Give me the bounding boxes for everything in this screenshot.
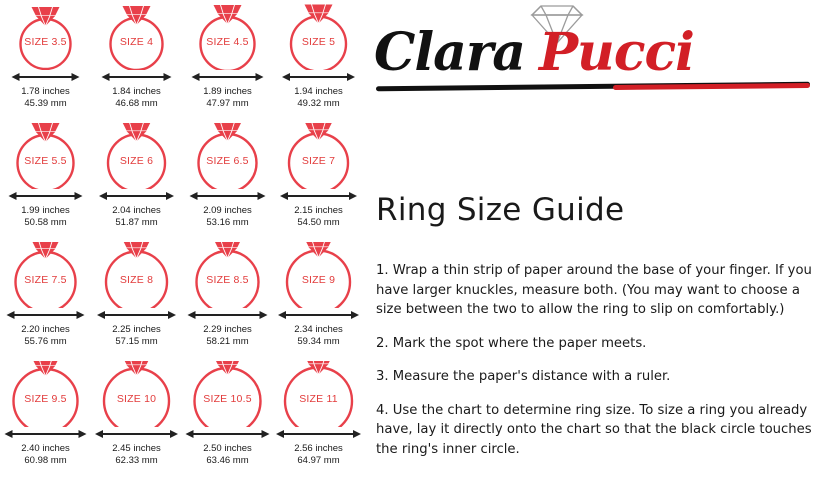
diameter-arrow-icon bbox=[91, 427, 182, 441]
measurement-inches: 2.04 inches bbox=[112, 205, 161, 216]
measurement-inches: 2.25 inches bbox=[112, 324, 161, 335]
ring-measurement bbox=[91, 205, 182, 228]
diameter-arrow-icon bbox=[182, 427, 273, 441]
measurement-mm: 63.46 mm bbox=[206, 454, 249, 466]
measurement-mm: 53.16 mm bbox=[206, 216, 249, 228]
measurement-inches: 2.09 inches bbox=[203, 205, 252, 216]
measurement-inches: 1.94 inches bbox=[294, 86, 343, 97]
ring-measurement bbox=[273, 324, 364, 347]
measurement-inches: 1.99 inches bbox=[21, 205, 70, 216]
measurement-inches: 2.50 inches bbox=[203, 443, 252, 454]
ring-illustration bbox=[273, 361, 364, 427]
ring-illustration bbox=[91, 361, 182, 427]
ring-illustration bbox=[182, 123, 273, 189]
ring-illustration bbox=[91, 123, 182, 189]
diameter-arrow-icon bbox=[0, 189, 91, 203]
measurement-inches: 2.34 inches bbox=[294, 324, 343, 335]
ring-size-cell bbox=[182, 4, 273, 123]
measurement-mm: 59.34 mm bbox=[297, 335, 340, 347]
instruction-step: 4. Use the chart to determine ring size. To size a ring you already have, lay it directly onto the chart so that the black circle touches the ring's inner circle. bbox=[376, 402, 812, 457]
ring-measurement bbox=[273, 86, 364, 109]
brand-logo bbox=[368, 0, 839, 112]
ring-size-cell bbox=[273, 4, 364, 123]
ring-illustration bbox=[0, 361, 91, 427]
ring-size-label: SIZE 5 bbox=[301, 36, 336, 48]
measurement-mm: 51.87 mm bbox=[115, 216, 158, 228]
measurement-inches: 1.89 inches bbox=[203, 86, 252, 97]
instructions-list bbox=[376, 248, 828, 473]
ring-measurement bbox=[0, 443, 91, 466]
ring-size-cell bbox=[0, 361, 91, 480]
guide-panel bbox=[368, 0, 839, 501]
ring-size-cell bbox=[182, 123, 273, 242]
ring-size-label: SIZE 10.5 bbox=[203, 393, 252, 405]
ring-size-cell bbox=[273, 361, 364, 480]
ring-size-label: SIZE 4.5 bbox=[206, 36, 249, 48]
ring-measurement bbox=[0, 205, 91, 228]
measurement-mm: 58.21 mm bbox=[206, 335, 249, 347]
measurement-mm: 54.50 mm bbox=[297, 216, 340, 228]
ring-size-cell bbox=[273, 242, 364, 361]
measurement-inches: 2.29 inches bbox=[203, 324, 252, 335]
ring-size-cell bbox=[0, 242, 91, 361]
ring-size-label: SIZE 6 bbox=[119, 155, 154, 167]
ring-illustration bbox=[0, 4, 91, 70]
ring-size-cell bbox=[91, 242, 182, 361]
ring-illustration bbox=[273, 242, 364, 308]
measurement-mm: 45.39 mm bbox=[24, 97, 67, 109]
ring-size-label: SIZE 11 bbox=[299, 393, 338, 405]
ring-measurement bbox=[91, 324, 182, 347]
measurement-inches: 2.40 inches bbox=[21, 443, 70, 454]
measurement-inches: 1.78 inches bbox=[21, 86, 70, 97]
ring-size-cell bbox=[91, 361, 182, 480]
page-title: Ring Size Guide bbox=[376, 192, 625, 228]
measurement-mm: 57.15 mm bbox=[115, 335, 158, 347]
ring-illustration bbox=[0, 123, 91, 189]
diameter-arrow-icon bbox=[182, 70, 273, 84]
measurement-mm: 55.76 mm bbox=[24, 335, 67, 347]
ring-size-cell bbox=[91, 4, 182, 123]
ring-illustration bbox=[273, 123, 364, 189]
ring-size-label: SIZE 6.5 bbox=[206, 155, 249, 167]
diameter-arrow-icon bbox=[182, 189, 273, 203]
diameter-arrow-icon bbox=[273, 308, 364, 322]
diameter-arrow-icon bbox=[182, 308, 273, 322]
ring-illustration bbox=[182, 361, 273, 427]
measurement-mm: 60.98 mm bbox=[24, 454, 67, 466]
ring-size-cell bbox=[0, 4, 91, 123]
diameter-arrow-icon bbox=[273, 427, 364, 441]
ring-size-cell bbox=[182, 361, 273, 480]
measurement-inches: 1.84 inches bbox=[112, 86, 161, 97]
measurement-inches: 2.45 inches bbox=[112, 443, 161, 454]
ring-size-label: SIZE 7.5 bbox=[24, 274, 67, 286]
ring-size-label: SIZE 8 bbox=[119, 274, 154, 286]
instruction-step: 3. Measure the paper's distance with a ruler. bbox=[376, 369, 671, 385]
diameter-arrow-icon bbox=[0, 308, 91, 322]
measurement-mm: 62.33 mm bbox=[115, 454, 158, 466]
brand-first-word: Clara bbox=[374, 22, 525, 83]
ring-size-label: SIZE 10 bbox=[116, 393, 157, 405]
ring-size-cell bbox=[0, 123, 91, 242]
diameter-arrow-icon bbox=[0, 427, 91, 441]
measurement-mm: 46.68 mm bbox=[115, 97, 158, 109]
measurement-mm: 64.97 mm bbox=[297, 454, 340, 466]
instruction-step: 2. Mark the spot where the paper meets. bbox=[376, 335, 647, 351]
measurement-mm: 49.32 mm bbox=[297, 97, 340, 109]
ring-size-cell bbox=[91, 123, 182, 242]
ring-size-label: SIZE 8.5 bbox=[206, 274, 249, 286]
ring-size-label: SIZE 4 bbox=[119, 36, 154, 48]
ring-size-label: SIZE 5.5 bbox=[24, 155, 67, 167]
diameter-arrow-icon bbox=[0, 70, 91, 84]
measurement-inches: 2.15 inches bbox=[294, 205, 343, 216]
ring-size-cell bbox=[182, 242, 273, 361]
diameter-arrow-icon bbox=[273, 70, 364, 84]
ring-size-label: SIZE 9.5 bbox=[24, 393, 67, 405]
ring-measurement bbox=[273, 205, 364, 228]
ring-measurement bbox=[273, 443, 364, 466]
diameter-arrow-icon bbox=[91, 189, 182, 203]
measurement-mm: 47.97 mm bbox=[206, 97, 249, 109]
ring-illustration bbox=[0, 242, 91, 308]
measurement-inches: 2.20 inches bbox=[21, 324, 70, 335]
ring-illustration bbox=[91, 4, 182, 70]
ring-size-label: SIZE 9 bbox=[301, 274, 336, 286]
ring-measurement bbox=[91, 443, 182, 466]
ring-illustration bbox=[182, 242, 273, 308]
diameter-arrow-icon bbox=[91, 308, 182, 322]
measurement-inches: 2.56 inches bbox=[294, 443, 343, 454]
ring-size-label: SIZE 7 bbox=[301, 155, 336, 167]
ring-measurement bbox=[182, 205, 273, 228]
ring-measurement bbox=[182, 443, 273, 466]
ring-measurement bbox=[182, 86, 273, 109]
ring-size-cell bbox=[273, 123, 364, 242]
ring-measurement bbox=[0, 86, 91, 109]
ring-measurement bbox=[0, 324, 91, 347]
ring-illustration bbox=[91, 242, 182, 308]
diameter-arrow-icon bbox=[91, 70, 182, 84]
brand-second-word: Pucci bbox=[538, 22, 694, 83]
diameter-arrow-icon bbox=[273, 189, 364, 203]
ring-size-chart bbox=[0, 0, 364, 501]
ring-size-label: SIZE 3.5 bbox=[24, 36, 67, 48]
ring-measurement bbox=[91, 86, 182, 109]
ring-illustration bbox=[182, 4, 273, 70]
instruction-step: 1. Wrap a thin strip of paper around the base of your finger. If you have larger knuckles, measure both. (You may want to choose a size between the two to allow the ring to slip on comfortably.) bbox=[376, 263, 812, 318]
measurement-mm: 50.58 mm bbox=[24, 216, 67, 228]
ring-measurement bbox=[182, 324, 273, 347]
ring-illustration bbox=[273, 4, 364, 70]
